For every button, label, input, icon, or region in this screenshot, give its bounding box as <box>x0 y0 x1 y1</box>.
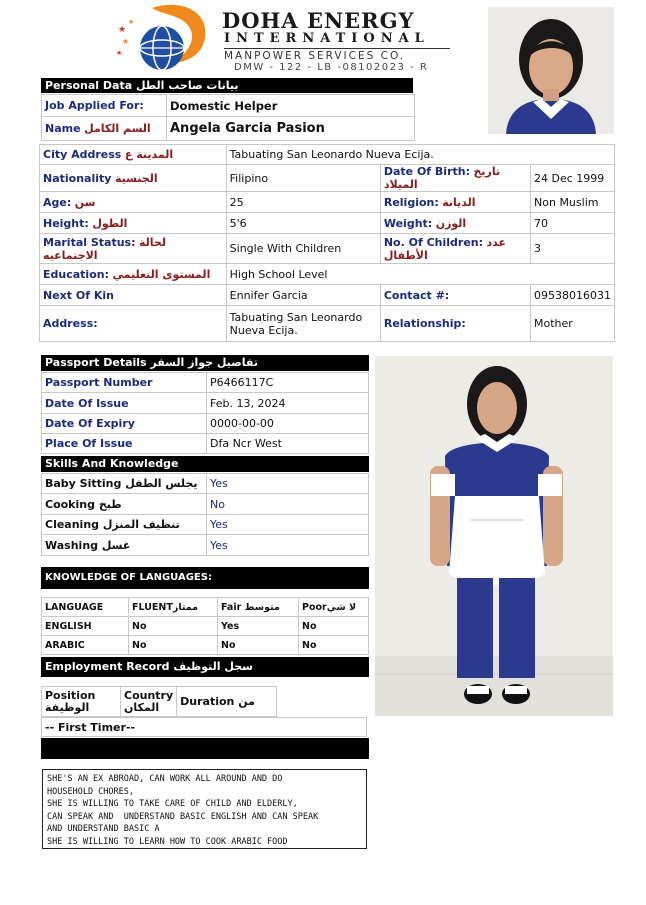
city-label-ar: المدينة ع <box>124 148 174 161</box>
language-fluent: No <box>129 617 218 636</box>
company-logo <box>112 2 462 74</box>
address-line-1: Tabuating San Leonardo <box>229 310 363 324</box>
skill-label: Cleaning تنظيف المنزل <box>42 515 207 535</box>
city-label-cell <box>40 145 227 165</box>
company-license: DMW - 122 - LB -08102023 - R <box>234 62 429 73</box>
headshot-photo <box>488 7 614 134</box>
weight-label-cell <box>380 213 530 234</box>
employment-header: Employment Record سجل التوظيف <box>41 657 369 677</box>
relationship-label: Relationship: <box>380 306 530 342</box>
contact-label: Contact #: <box>380 285 530 306</box>
nationality-value: Filipino <box>226 165 380 192</box>
nationality-label: Nationality <box>43 171 112 185</box>
place-of-issue-label: Place Of Issue <box>42 434 207 454</box>
children-value: 3 <box>531 234 615 264</box>
religion-label-cell <box>380 192 530 213</box>
full-name-value: Angela Garcia Pasion <box>167 117 415 141</box>
height-value: 5'6 <box>226 213 380 234</box>
children-label-ar: عدد الأطفال <box>383 235 507 262</box>
passport-number-value: P6466117C <box>207 373 369 393</box>
religion-label: Religion: <box>383 195 439 209</box>
marital-label-cell <box>40 234 227 264</box>
expiry-date-label: Date Of Expiry <box>42 414 207 434</box>
city-label: City Address <box>43 148 122 161</box>
kin-label: Next Of Kin <box>40 285 227 306</box>
language-fluent: No <box>129 636 218 655</box>
issue-date-value: Feb. 13, 2024 <box>207 393 369 414</box>
skills-table <box>41 473 369 556</box>
skill-row <box>42 515 369 535</box>
language-row <box>42 617 369 636</box>
education-value: High School Level <box>226 264 614 285</box>
name-label-cell <box>42 117 167 141</box>
col-position-en: Position <box>45 688 96 702</box>
personal-data-table <box>41 94 415 141</box>
col-duration: Duration من <box>177 687 277 717</box>
company-tagline: MANPOWER SERVICES CO. <box>224 50 406 62</box>
svg-text:★: ★ <box>128 18 135 26</box>
city-value: Tabuating San Leonardo Nueva Ecija. <box>226 145 614 165</box>
col-country-en: Country <box>124 688 174 702</box>
place-of-issue-value: Dfa Ncr West <box>207 434 369 454</box>
age-value: 25 <box>226 192 380 213</box>
passport-table <box>41 372 369 454</box>
dob-label: Date Of Birth: <box>383 165 470 178</box>
company-name: DOHA ENERGY <box>222 8 415 33</box>
job-applied-label: Job Applied For: <box>42 95 167 117</box>
details-table <box>39 144 615 342</box>
dob-value: 24 Dec 1999 <box>531 165 615 192</box>
col-country-ar: المكان <box>124 700 160 714</box>
age-label: Age: <box>43 195 72 209</box>
skill-value: Yes <box>207 474 369 494</box>
marital-value: Single With Children <box>226 234 380 264</box>
skill-value: Yes <box>207 515 369 535</box>
weight-label: Weight: <box>383 216 433 230</box>
age-label-cell <box>40 192 227 213</box>
skill-row <box>42 474 369 494</box>
company-subtitle: INTERNATIONAL <box>224 31 430 46</box>
personal-data-header: Personal Data بيانات صاحب الطل <box>41 78 413 93</box>
age-label-ar: سن <box>74 195 96 209</box>
education-label: Education: <box>43 267 109 281</box>
skill-label: Cooking طبخ <box>42 494 207 515</box>
svg-text:★: ★ <box>118 25 127 35</box>
religion-value: Non Muslim <box>531 192 615 213</box>
skill-value: No <box>207 494 369 515</box>
language-poor: No <box>299 617 369 636</box>
language-fair: Yes <box>218 617 299 636</box>
nationality-label-cell <box>40 165 227 192</box>
svg-text:★: ★ <box>116 49 123 57</box>
languages-table <box>41 597 369 655</box>
weight-value: 70 <box>531 213 615 234</box>
language-poor: No <box>299 636 369 655</box>
marital-label: Marital Status: <box>43 235 136 249</box>
children-label-cell <box>380 234 530 264</box>
language-row <box>42 636 369 655</box>
skills-header: Skills And Knowledge <box>41 456 369 472</box>
children-label: No. Of Children: <box>383 235 484 249</box>
address-value-cell <box>226 306 380 342</box>
name-label-ar: السم الكامل <box>84 122 151 135</box>
passport-header: Passport Details تفاصيل جواز السفر <box>41 355 369 371</box>
first-timer-text: -- First Timer-- <box>45 721 136 734</box>
skill-value: Yes <box>207 535 369 556</box>
job-applied-value: Domestic Helper <box>167 95 415 117</box>
language-name: ENGLISH <box>42 617 129 636</box>
height-label-cell <box>40 213 227 234</box>
skill-row <box>42 494 369 515</box>
employment-table <box>41 686 277 717</box>
passport-number-label: Passport Number <box>42 373 207 393</box>
marital-label-ar: لحالة الاجتماعيه <box>43 235 166 262</box>
col-position <box>42 687 121 717</box>
issue-date-label: Date Of Issue <box>42 393 207 414</box>
globe-logo-icon <box>112 2 212 74</box>
relationship-value: Mother <box>531 306 615 342</box>
full-body-photo <box>375 356 613 716</box>
col-fluent: FLUENTممتاز <box>129 598 218 617</box>
address-line-2: Nueva Ecija. <box>229 323 298 337</box>
col-poor: Poorلا شي <box>299 598 369 617</box>
col-fair: Fair متوسط <box>218 598 299 617</box>
skill-row <box>42 535 369 556</box>
skill-label: Washing غسل <box>42 535 207 556</box>
height-label: Height: <box>43 216 89 230</box>
col-position-ar: الوظيفة <box>45 700 90 714</box>
first-timer-row <box>41 717 367 737</box>
languages-header: KNOWLEDGE OF LANGUAGES: <box>41 567 369 589</box>
name-label: Name <box>45 122 81 135</box>
col-language: LANGUAGE <box>42 598 129 617</box>
black-bar <box>41 738 369 759</box>
language-fair: No <box>218 636 299 655</box>
address-label: Address: <box>40 306 227 342</box>
expiry-date-value: 0000-00-00 <box>207 414 369 434</box>
nationality-label-ar: الجنسية <box>114 171 158 185</box>
height-label-ar: الطول <box>92 216 128 230</box>
language-name: ARABIC <box>42 636 129 655</box>
dob-label-cell <box>380 165 530 192</box>
skill-label: Baby Sitting يجلس الطفل <box>42 474 207 494</box>
education-label-cell <box>40 264 227 285</box>
dob-label-ar: تاريخ الميلاد <box>383 165 501 191</box>
education-label-ar: المستوى التعليمي <box>112 267 211 281</box>
logo-divider <box>224 48 450 49</box>
religion-label-ar: الديانة <box>442 195 476 209</box>
kin-value: Ennifer Garcia <box>226 285 380 306</box>
weight-label-ar: الوزن <box>435 216 467 230</box>
svg-text:★: ★ <box>122 37 130 46</box>
remarks-box: SHE'S AN EX ABROAD, CAN WORK ALL AROUND AND DO HOUSEHOLD CHORES, SHE IS WILLING TO TAKE CARE OF CHILD AND ELDERLY, CAN SPEAK AND UNDERSTAND BASIC ENGLISH AND CAN SPEAK AND UNDERSTAND BASIC A SHE IS WILLING TO LEARN HOW TO COOK ARABIC FOOD <box>42 769 367 849</box>
contact-value: 09538016031 <box>531 285 615 306</box>
col-country <box>121 687 177 717</box>
